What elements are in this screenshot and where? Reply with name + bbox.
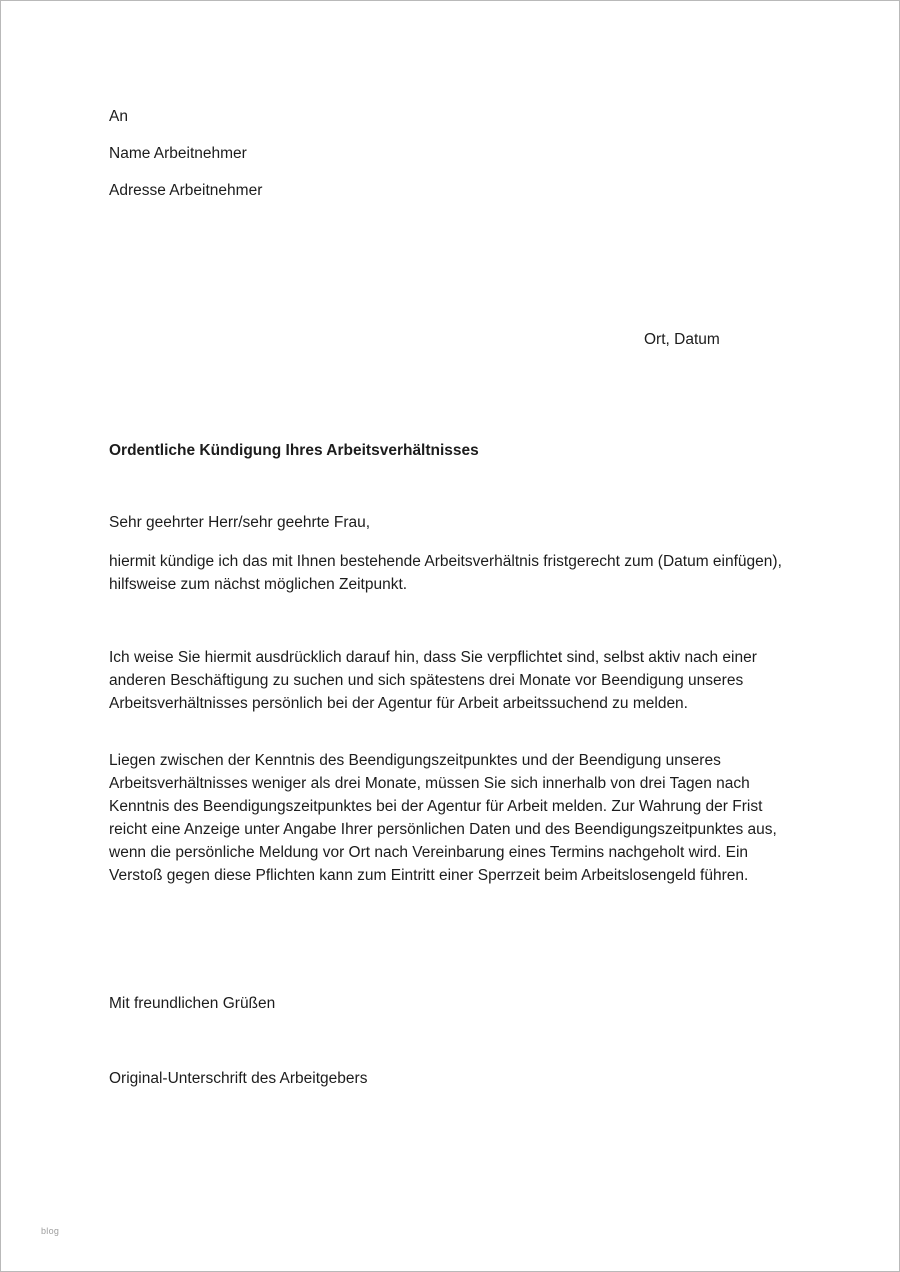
paragraph-2: Ich weise Sie hiermit ausdrücklich darauf hin, dass Sie verpflichtet sind, selbst aktiv nach einer anderen Beschäftigung zu suchen und sich spätestens drei Monate vor Beendigung unseres Arbeitsverhältnisses persönlich bei der Agentur für Arbeit arbeitssuchend zu melden. bbox=[109, 649, 757, 712]
date-line: Ort, Datum bbox=[644, 331, 720, 348]
paragraph-1: hiermit kündige ich das mit Ihnen bestehende Arbeitsverhältnis fristgerecht zum (Datum einfügen), hilfsweise zum nächst möglichen Zeitpunkt. bbox=[109, 553, 782, 593]
recipient-line-name: Name Arbeitnehmer bbox=[109, 145, 247, 162]
subject-line: Ordentliche Kündigung Ihres Arbeitsverhältnisses bbox=[109, 442, 479, 459]
paragraph-3: Liegen zwischen der Kenntnis des Beendigungszeitpunktes und der Beendigung unseres Arbeitsverhältnisses weniger als drei Monate, müssen Sie sich innerhalb von drei Tagen nach Kenntnis des Beendigungszeitpunktes bei der Agentur für Arbeit melden. Zur Wahrung der Frist reicht eine Anzeige unter Angabe Ihrer persönlichen Daten und des Beendigungszeitpunktes aus, wenn die persönliche Meldung vor Ort nach Vereinbarung eines Termins nachgeholt wird. Ein Verstoß gegen diese Pflichten kann zum Eintritt einer Sperrzeit beim Arbeitslosengeld führen. bbox=[109, 752, 777, 884]
signature-line: Original-Unterschrift des Arbeitgebers bbox=[109, 1070, 368, 1087]
recipient-line-an: An bbox=[109, 108, 128, 125]
recipient-line-address: Adresse Arbeitnehmer bbox=[109, 182, 263, 199]
watermark: blog bbox=[41, 1226, 60, 1236]
closing: Mit freundlichen Grüßen bbox=[109, 995, 276, 1012]
recipient-block bbox=[109, 105, 262, 216]
salutation: Sehr geehrter Herr/sehr geehrte Frau, bbox=[109, 514, 371, 531]
